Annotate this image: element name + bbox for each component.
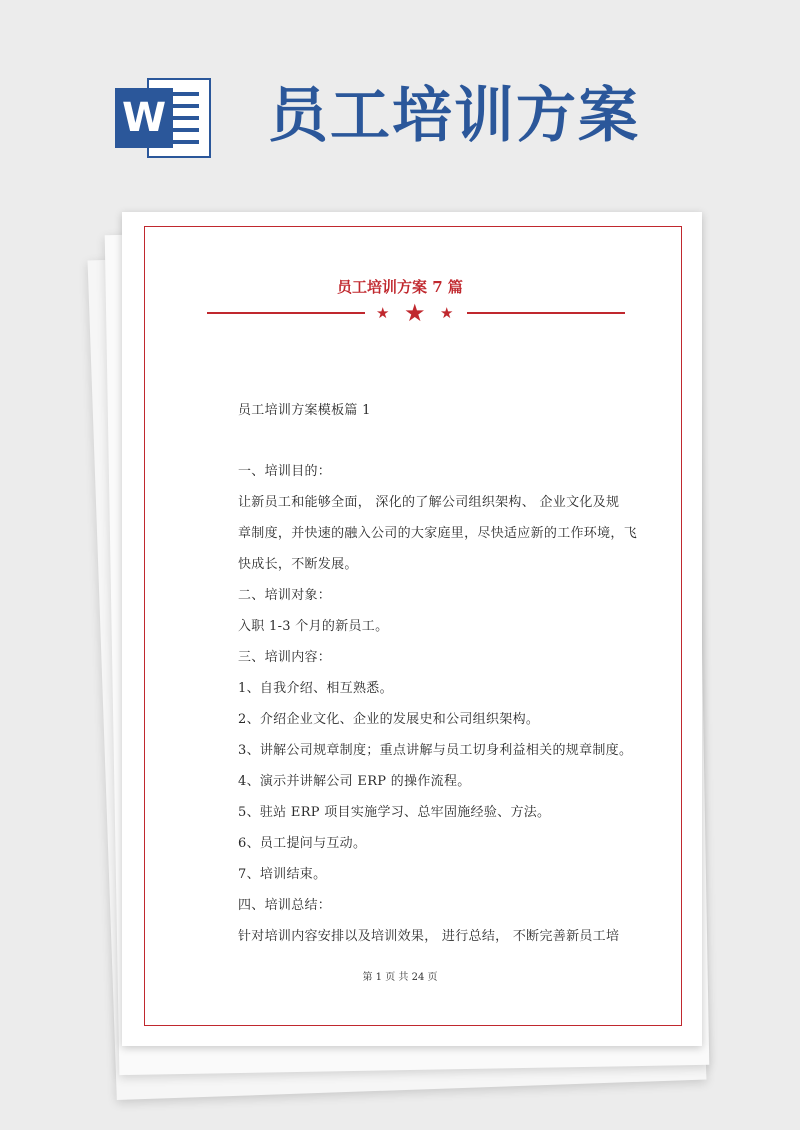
document-body (238, 395, 638, 952)
body-line: 5、驻站 ERP 项目实施学习、总牢固施经验、方法。 (238, 805, 551, 820)
page-title: 员工培训方案 (268, 81, 640, 151)
body-line: 让新员工和能够全面， 深化的了解公司组织架构、 企业文化及规 (238, 495, 620, 510)
body-line: 二、培训对象： (238, 588, 332, 603)
section-subtitle: 员工培训方案模板篇 1 (238, 403, 371, 418)
star-icon: ★ (376, 304, 390, 322)
body-line: 四、培训总结： (238, 898, 332, 913)
star-icon: ★ (404, 299, 426, 327)
body-line: 6、员工提问与互动。 (238, 836, 367, 851)
body-line: 章制度，并快速的融入公司的大家庭里，尽快适应新的工作环境，飞 (238, 526, 638, 541)
body-line: 快成长，不断发展。 (238, 557, 358, 572)
page-number: 第 1 页 共 24 页 (362, 972, 438, 983)
body-line: 4、演示并讲解公司 ERP 的操作流程。 (238, 774, 471, 789)
body-line: 1、自我介绍、相互熟悉。 (238, 681, 393, 696)
title-rule-right (467, 312, 625, 314)
star-ornament (370, 300, 462, 326)
document-title: 员工培训方案 7 篇 (337, 278, 463, 296)
body-line: 三、培训内容： (238, 650, 332, 665)
body-line: 针对培训内容安排以及培训效果， 进行总结， 不断完善新员工培 (238, 929, 620, 944)
word-document-icon (115, 78, 215, 158)
word-letter: W (115, 88, 173, 148)
title-rule-left (207, 312, 365, 314)
body-line: 3、讲解公司规章制度；重点讲解与员工切身利益相关的规章制度。 (238, 743, 633, 758)
star-icon: ★ (440, 304, 454, 322)
body-line: 入职 1-3 个月的新员工。 (238, 619, 389, 634)
body-line: 7、培训结束。 (238, 867, 327, 882)
header (0, 0, 800, 200)
body-line: 一、培训目的： (238, 464, 332, 479)
body-line: 2、介绍企业文化、企业的发展史和公司组织架构。 (238, 712, 540, 727)
